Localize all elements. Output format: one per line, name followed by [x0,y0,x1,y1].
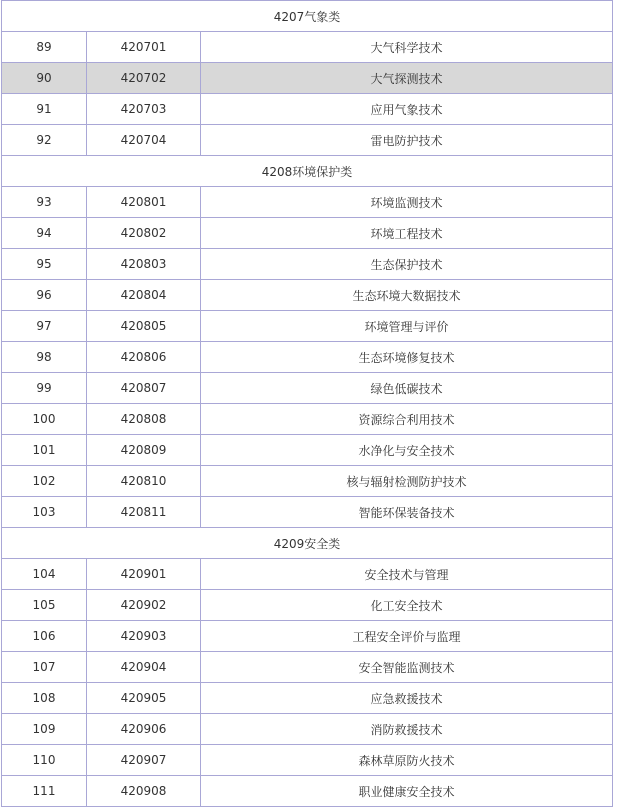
major-name-cell: 工程安全评价与监理 [201,621,613,652]
category-header-row [2,156,613,187]
major-code-cell: 420804 [87,280,201,311]
seq-number-cell: 92 [2,125,87,156]
seq-number-cell: 109 [2,714,87,745]
seq-number-cell: 102 [2,466,87,497]
table-row[interactable] [2,683,613,714]
table-row[interactable] [2,187,613,218]
seq-number-cell: 103 [2,497,87,528]
table-row[interactable] [2,714,613,745]
major-name-cell: 安全技术与管理 [201,559,613,590]
table-row[interactable] [2,435,613,466]
major-catalog-table [1,0,613,807]
major-code-cell: 420908 [87,776,201,807]
major-code-cell: 420903 [87,621,201,652]
seq-number-cell: 106 [2,621,87,652]
major-name-cell: 环境管理与评价 [201,311,613,342]
table-row[interactable] [2,32,613,63]
table-row[interactable] [2,125,613,156]
category-title: 4207气象类 [2,1,613,32]
major-name-cell: 智能环保装备技术 [201,497,613,528]
major-name-cell: 消防救援技术 [201,714,613,745]
major-code-cell: 420906 [87,714,201,745]
seq-number-cell: 108 [2,683,87,714]
major-name-cell: 应急救援技术 [201,683,613,714]
major-name-cell: 大气探测技术 [201,63,613,94]
table-row[interactable] [2,280,613,311]
seq-number-cell: 95 [2,249,87,280]
major-code-cell: 420907 [87,745,201,776]
major-name-cell: 绿色低碳技术 [201,373,613,404]
seq-number-cell: 110 [2,745,87,776]
major-name-cell: 资源综合利用技术 [201,404,613,435]
seq-number-cell: 111 [2,776,87,807]
table-row[interactable] [2,404,613,435]
major-name-cell: 核与辐射检测防护技术 [201,466,613,497]
seq-number-cell: 105 [2,590,87,621]
seq-number-cell: 93 [2,187,87,218]
table-row[interactable] [2,745,613,776]
category-title: 4208环境保护类 [2,156,613,187]
table-row[interactable] [2,311,613,342]
seq-number-cell: 89 [2,32,87,63]
major-code-cell: 420802 [87,218,201,249]
category-header-row [2,1,613,32]
seq-number-cell: 90 [2,63,87,94]
table-row[interactable] [2,559,613,590]
major-code-cell: 420703 [87,94,201,125]
major-code-cell: 420805 [87,311,201,342]
seq-number-cell: 107 [2,652,87,683]
category-header-row [2,528,613,559]
major-name-cell: 生态保护技术 [201,249,613,280]
major-code-cell: 420801 [87,187,201,218]
seq-number-cell: 97 [2,311,87,342]
major-name-cell: 应用气象技术 [201,94,613,125]
seq-number-cell: 100 [2,404,87,435]
major-code-cell: 420704 [87,125,201,156]
table-row[interactable] [2,342,613,373]
major-name-cell: 大气科学技术 [201,32,613,63]
major-name-cell: 安全智能监测技术 [201,652,613,683]
major-name-cell: 水净化与安全技术 [201,435,613,466]
table-row[interactable] [2,776,613,807]
major-name-cell: 森林草原防火技术 [201,745,613,776]
table-row[interactable] [2,63,613,94]
major-code-cell: 420701 [87,32,201,63]
table-row[interactable] [2,373,613,404]
seq-number-cell: 94 [2,218,87,249]
seq-number-cell: 101 [2,435,87,466]
table-row[interactable] [2,497,613,528]
major-code-cell: 420803 [87,249,201,280]
major-code-cell: 420810 [87,466,201,497]
major-name-cell: 化工安全技术 [201,590,613,621]
category-title: 4209安全类 [2,528,613,559]
seq-number-cell: 96 [2,280,87,311]
major-code-cell: 420809 [87,435,201,466]
table-row[interactable] [2,466,613,497]
major-name-cell: 生态环境大数据技术 [201,280,613,311]
table-row[interactable] [2,590,613,621]
seq-number-cell: 91 [2,94,87,125]
major-name-cell: 职业健康安全技术 [201,776,613,807]
seq-number-cell: 99 [2,373,87,404]
major-code-cell: 420808 [87,404,201,435]
major-code-cell: 420702 [87,63,201,94]
major-code-cell: 420806 [87,342,201,373]
seq-number-cell: 104 [2,559,87,590]
major-code-cell: 420905 [87,683,201,714]
table-row[interactable] [2,621,613,652]
major-name-cell: 环境工程技术 [201,218,613,249]
table-row[interactable] [2,94,613,125]
table-body [2,0,613,807]
major-code-cell: 420807 [87,373,201,404]
table-row[interactable] [2,249,613,280]
major-code-cell: 420901 [87,559,201,590]
major-code-cell: 420811 [87,497,201,528]
major-name-cell: 生态环境修复技术 [201,342,613,373]
table-row[interactable] [2,652,613,683]
table-row[interactable] [2,218,613,249]
major-name-cell: 雷电防护技术 [201,125,613,156]
major-code-cell: 420902 [87,590,201,621]
seq-number-cell: 98 [2,342,87,373]
major-code-cell: 420904 [87,652,201,683]
major-name-cell: 环境监测技术 [201,187,613,218]
